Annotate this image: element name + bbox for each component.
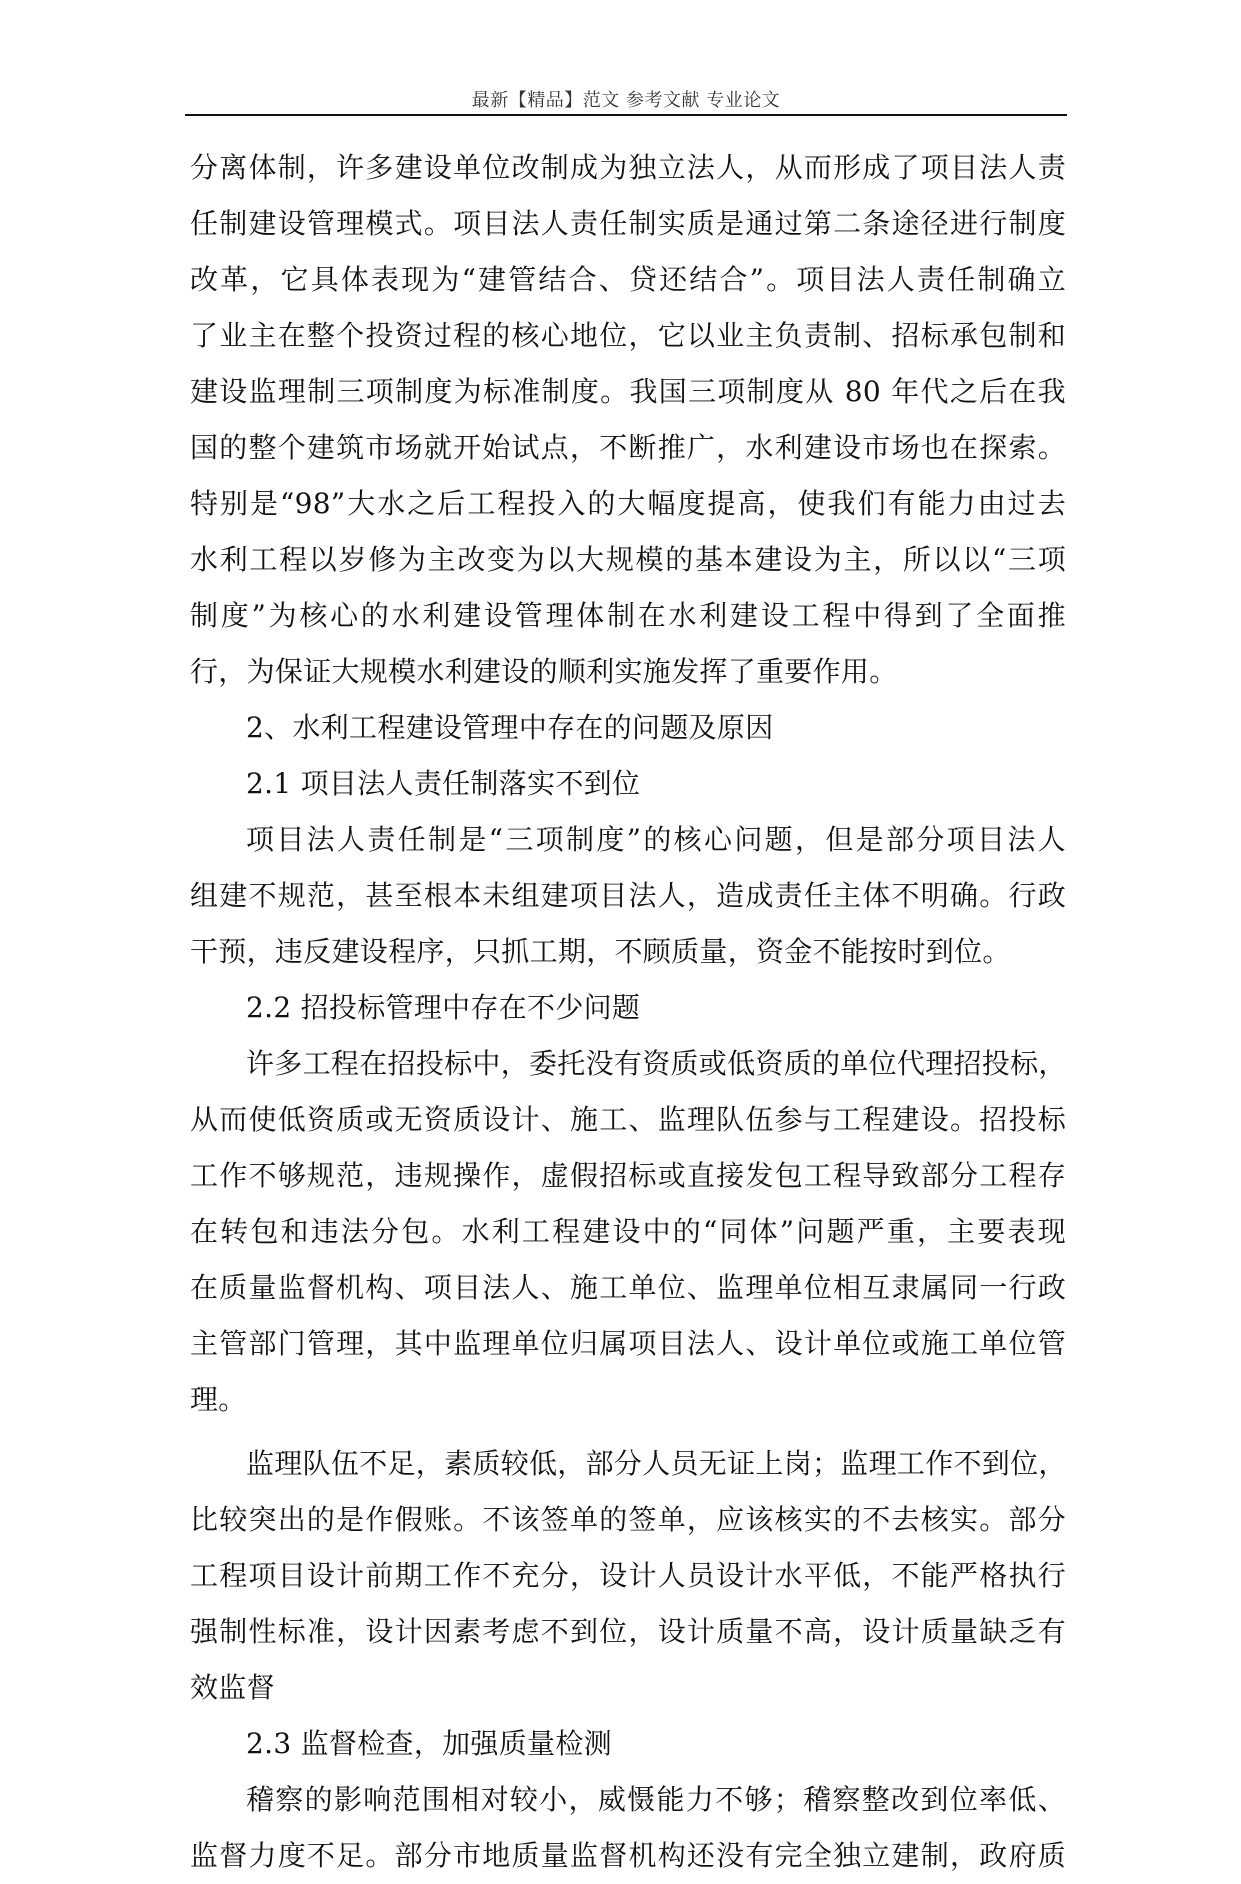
body-line: 监督力度不足。部分市地质量监督机构还没有完全独立建制，政府质 xyxy=(190,1839,1066,1872)
body-line: 组建不规范，甚至根本未组建项目法人，造成责任主体不明确。行政 xyxy=(190,879,1066,912)
subsection-heading: 2.1 项目法人责任制落实不到位 xyxy=(246,767,641,800)
body-line: 在转包和违法分包。水利工程建设中的“同体”问题严重，主要表现 xyxy=(190,1215,1066,1248)
body-line: 监理队伍不足，素质较低，部分人员无证上岗；监理工作不到位， xyxy=(246,1447,1067,1480)
body-line: 许多工程在招投标中，委托没有资质或低资质的单位代理招投标， xyxy=(246,1047,1067,1080)
body-line: 工作不够规范，违规操作，虚假招标或直接发包工程导致部分工程存 xyxy=(190,1159,1066,1192)
body-line: 在质量监督机构、项目法人、施工单位、监理单位相互隶属同一行政 xyxy=(190,1271,1066,1304)
body-line: 工程项目设计前期工作不充分，设计人员设计水平低，不能严格执行 xyxy=(190,1559,1066,1592)
body-line: 建设监理制三项制度为标准制度。我国三项制度从 80 年代之后在我 xyxy=(190,375,1066,408)
body-line: 效监督 xyxy=(190,1671,275,1704)
section-heading: 2、水利工程建设管理中存在的问题及原因 xyxy=(246,711,774,744)
body-line: 项目法人责任制是“三项制度”的核心问题，但是部分项目法人 xyxy=(246,823,1066,856)
body-line: 分离体制，许多建设单位改制成为独立法人，从而形成了项目法人责 xyxy=(190,151,1066,184)
page-header: 最新【精品】范文 参考文献 专业论文 xyxy=(471,90,781,111)
header-rule xyxy=(185,114,1067,116)
body-line: 国的整个建筑市场就开始试点，不断推广，水利建设市场也在探索。 xyxy=(190,431,1066,464)
body-line: 理。 xyxy=(190,1383,247,1416)
subsection-heading: 2.3 监督检查，加强质量检测 xyxy=(246,1727,612,1760)
body-line: 任制建设管理模式。项目法人责任制实质是通过第二条途径进行制度 xyxy=(190,207,1066,240)
subsection-heading: 2.2 招投标管理中存在不少问题 xyxy=(246,991,641,1024)
body-line: 特别是“98”大水之后工程投入的大幅度提高，使我们有能力由过去 xyxy=(190,487,1066,520)
body-line: 水利工程以岁修为主改变为以大规模的基本建设为主，所以以“三项 xyxy=(190,543,1066,576)
body-line: 制度”为核心的水利建设管理体制在水利建设工程中得到了全面推 xyxy=(190,599,1066,632)
body-line: 干预，违反建设程序，只抓工期，不顾质量，资金不能按时到位。 xyxy=(190,935,1011,968)
body-line: 行，为保证大规模水利建设的顺利实施发挥了重要作用。 xyxy=(190,655,898,688)
paragraph-gap xyxy=(190,1428,1066,1436)
body-line: 改革，它具体表现为“建管结合、贷还结合”。项目法人责任制确立 xyxy=(190,263,1066,296)
body-line: 强制性标准，设计因素考虑不到位，设计质量不高，设计质量缺乏有 xyxy=(190,1615,1066,1648)
body-line: 主管部门管理，其中监理单位归属项目法人、设计单位或施工单位管 xyxy=(190,1327,1066,1360)
body-line: 从而使低资质或无资质设计、施工、监理队伍参与工程建设。招投标 xyxy=(190,1103,1066,1136)
document-body xyxy=(190,140,1066,1884)
body-line: 了业主在整个投资过程的核心地位，它以业主负责制、招标承包制和 xyxy=(190,319,1066,352)
body-line: 稽察的影响范围相对较小，威慑能力不够；稽察整改到位率低、 xyxy=(246,1783,1066,1816)
body-line: 比较突出的是作假账。不该签单的签单，应该核实的不去核实。部分 xyxy=(190,1503,1066,1536)
